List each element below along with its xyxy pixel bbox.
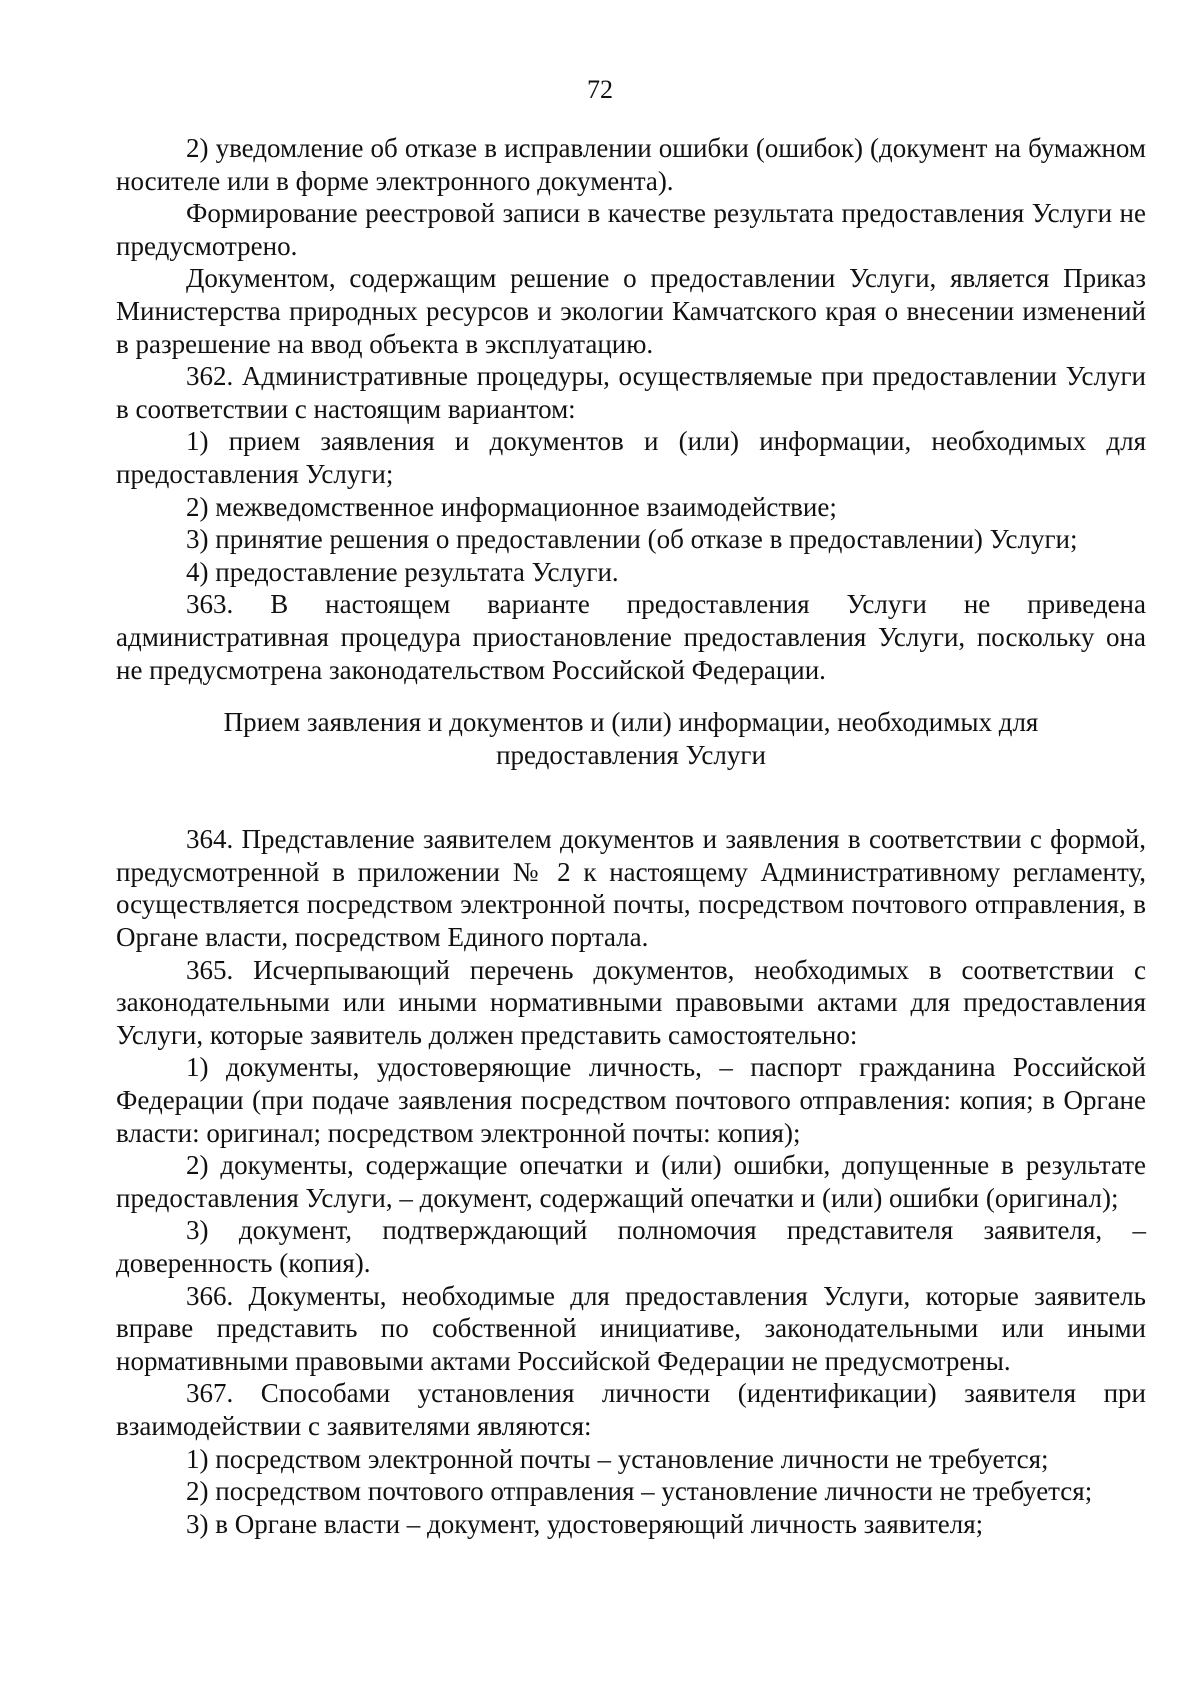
- section-heading: Прием заявления и документов и (или) информации, необходимых для предоставления Услуги: [223, 707, 1039, 770]
- list-item-365-2: 2) документы, содержащие опечатки и (или) ошибки, допущенные в результате предоставления Услуги, – документ, содержащий опечатки и (или) ошибки (оригинал);: [116, 1150, 1146, 1213]
- paragraph-366: 366. Документы, необходимые для предоставления Услуги, которые заявитель вправе представить по собственной инициативе, законодательными или иными нормативными правовыми актами Российской Федерации не предусмотрены.: [116, 1280, 1146, 1376]
- paragraph-364: 364. Представление заявителем документов и заявления в соответствии с формой, предусмотренной в приложении № 2 к настоящему Административному регламенту, осуществляется посредством электронной почты, посредством почтового отправления, в Органе власти, посредством Единого портала.: [116, 824, 1146, 953]
- list-item-362-1: 1) прием заявления и документов и (или) информации, необходимых для предоставления Услуги;: [116, 426, 1146, 489]
- list-item-362-3: 3) принятие решения о предоставлении (об отказе в предоставлении) Услуги;: [186, 524, 1078, 555]
- document-body: [116, 132, 1146, 1540]
- page-number: 72: [587, 75, 613, 104]
- paragraph-decision-document: Документом, содержащим решение о предоставлении Услуги, является Приказ Министерства природных ресурсов и экологии Камчатского края о внесении изменений в разрешение на ввод объекта в эксплуатацию.: [116, 263, 1146, 359]
- list-item-367-2: 2) посредством почтового отправления – установление личности не требуется;: [186, 1476, 1093, 1507]
- paragraph-367: 367. Способами установления личности (идентификации) заявителя при взаимодействии с заявителями являются:: [116, 1378, 1146, 1441]
- paragraph-363: 363. В настоящем варианте предоставления Услуги не приведена административная процедура приостановление предоставления Услуги, поскольку она не предусмотрена законодательством Российской Федерации.: [116, 589, 1146, 685]
- list-item-365-3: 3) документ, подтверждающий полномочия представителя заявителя, – доверенность (копия).: [116, 1215, 1146, 1278]
- list-item-362-4: 4) предоставление результата Услуги.: [186, 556, 619, 587]
- list-item-367-1: 1) посредством электронной почты – установление личности не требуется;: [186, 1443, 1049, 1474]
- paragraph-362: 362. Административные процедуры, осуществляемые при предоставлении Услуги в соответствии с настоящим вариантом:: [116, 361, 1146, 424]
- list-item-367-3: 3) в Органе власти – документ, удостоверяющий личность заявителя;: [186, 1508, 984, 1539]
- list-item-365-1: 1) документы, удостоверяющие личность, – паспорт гражданина Российской Федерации (при подаче заявления посредством почтового отправления: копия; в Органе власти: оригинал; посредством электронной почты: копия);: [116, 1052, 1146, 1148]
- paragraph-notice-of-refusal: 2) уведомление об отказе в исправлении ошибки (ошибок) (документ на бумажном носителе или в форме электронного документа).: [116, 133, 1146, 196]
- paragraph-registry-record: Формирование реестровой записи в качестве результата предоставления Услуги не предусмотрено.: [116, 198, 1146, 261]
- list-item-362-2: 2) межведомственное информационное взаимодействие;: [186, 491, 837, 522]
- paragraph-365: 365. Исчерпывающий перечень документов, необходимых в соответствии с законодательными или иными нормативными правовыми актами для предоставления Услуги, которые заявитель должен представить самостоятельно:: [116, 954, 1146, 1050]
